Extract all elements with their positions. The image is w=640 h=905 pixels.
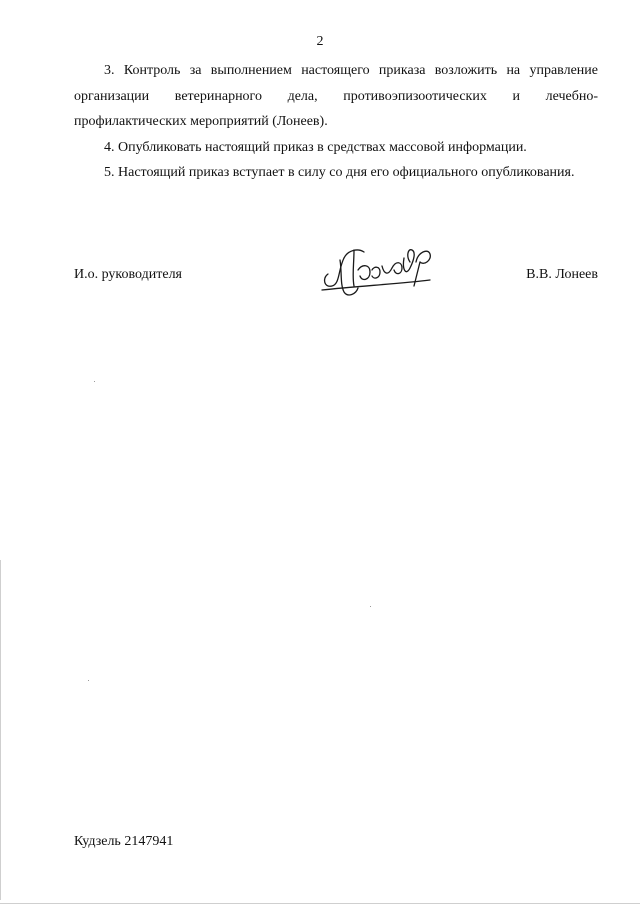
signatory-title: И.о. руководителя: [74, 267, 183, 282]
scan-speck: [94, 381, 95, 382]
handwritten-signature: [318, 240, 436, 302]
scan-left-edge: [0, 560, 1, 900]
paragraph-3: 3. Контроль за выполнением настоящего приказа возложить на управление организации ветеринарного дела, противоэпизоотических и лечебно-профилактических мероприятий (Лонеев).: [74, 63, 598, 129]
scan-speck: [88, 680, 89, 681]
paragraph-4: 4. Опубликовать настоящий приказ в средствах массовой информации.: [104, 139, 527, 155]
scan-bottom-edge: [0, 903, 640, 904]
executor-note: Кудзель 2147941: [74, 834, 174, 849]
order-body: [74, 58, 598, 186]
paragraph-5: 5. Настоящий приказ вступает в силу со дня его официального опубликования.: [104, 165, 575, 180]
page-number: 2: [316, 34, 324, 49]
scan-speck: [370, 606, 371, 607]
signatory-name: В.В. Лонеев: [526, 267, 598, 282]
